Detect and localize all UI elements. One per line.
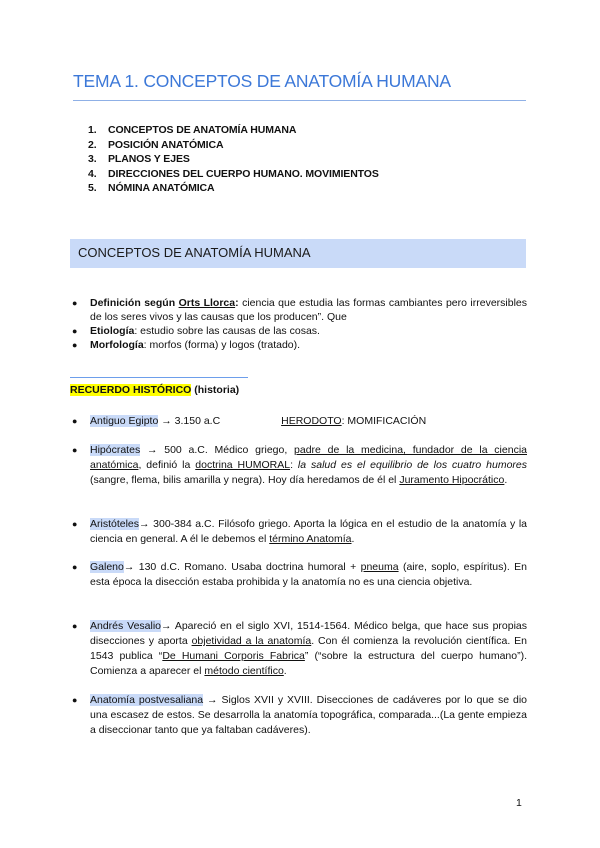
history-text: → Siglos XVII y XVIII. Disecciones de cadáveres por lo que se dio una escasez de estos. Se desarrolla la anatomía topográfica, comparada...(La gente empieza a diseccionar tanto que ya faltaban cadáveres). bbox=[90, 694, 527, 736]
toc-number: 5. bbox=[88, 182, 97, 194]
definition-label: Definición según bbox=[90, 297, 176, 309]
history-list bbox=[72, 517, 527, 547]
history-list bbox=[72, 619, 528, 679]
history-underline: De Humani Corporis Fabrica bbox=[162, 650, 305, 662]
toc-number: 2. bbox=[88, 138, 97, 151]
history-name: Anatomía postvesaliana bbox=[90, 694, 204, 706]
toc-text: CONCEPTOS DE ANATOMÍA HUMANA bbox=[108, 124, 297, 136]
history-underline: método científico bbox=[204, 665, 284, 677]
history-underline: término Anatomía bbox=[269, 533, 352, 545]
history-heading-highlight: RECUERDO HISTÓRICO bbox=[70, 384, 192, 396]
history-list bbox=[72, 443, 527, 488]
title-divider bbox=[73, 100, 526, 101]
history-text: , definió la bbox=[138, 459, 196, 471]
history-text: : MOMIFICACIÓN bbox=[341, 415, 427, 427]
toc-number: 4. bbox=[88, 167, 97, 180]
history-text: → 3.150 a.C bbox=[158, 415, 221, 427]
toc-item bbox=[88, 123, 508, 138]
bullet-icon: ● bbox=[72, 326, 78, 336]
bullet-icon: ● bbox=[72, 621, 78, 631]
history-text: → Apareció en el siglo XVI, 1514-1564. Médico belga, que hace sus propias disecciones y aporta bbox=[90, 620, 528, 647]
history-underline: Juramento Hipocrático bbox=[399, 474, 505, 486]
etiology-label: Etiología bbox=[90, 325, 135, 337]
history-underline: HERODOTO bbox=[281, 415, 342, 427]
page-title: TEMA 1. CONCEPTOS DE ANATOMÍA HUMANA bbox=[73, 71, 451, 91]
history-text: (sangre, flema, bilis amarilla y negra). Hoy día heredamos de él el bbox=[90, 474, 400, 486]
bullet-icon: ● bbox=[72, 519, 78, 529]
table-of-contents bbox=[88, 123, 508, 196]
history-text: . bbox=[504, 474, 508, 486]
list-item bbox=[72, 619, 528, 679]
history-underline: pneuma bbox=[360, 561, 399, 573]
history-text: → 300-384 a.C. Filósofo griego. Aporta la lógica en el estudio de la anatomía y la ciencia en general. A él le debemos el bbox=[90, 518, 527, 545]
history-divider bbox=[70, 377, 248, 378]
toc-text: NÓMINA ANATÓMICA bbox=[108, 182, 215, 194]
history-text: → 500 a.C. Médico griego, bbox=[140, 444, 295, 456]
morphology-text: : morfos (forma) y logos (tratado). bbox=[143, 339, 301, 351]
bullet-icon: ● bbox=[72, 298, 78, 308]
page-number: 1 bbox=[516, 797, 522, 809]
history-name: Aristóteles bbox=[90, 518, 140, 530]
definition-author: Orts Llorca bbox=[178, 297, 236, 309]
history-name: Andrés Vesalio bbox=[90, 620, 162, 632]
history-text: (aire, soplo, espíritus). En esta época la disección estaba prohibida y la anatomía no es una ciencia objetiva. bbox=[90, 561, 527, 588]
bullet-icon: ● bbox=[72, 695, 78, 705]
history-underline: padre de la medicina, fundador de la ciencia anatómica bbox=[90, 444, 527, 471]
toc-item bbox=[88, 152, 508, 167]
history-text: ” (“sobre la estructura del cuerpo humano”). Comienza a aparecer el bbox=[90, 650, 527, 677]
toc-item bbox=[88, 181, 508, 196]
list-item bbox=[72, 693, 527, 738]
list-item bbox=[72, 443, 527, 488]
etiology-text: : estudio sobre las causas de las cosas. bbox=[134, 325, 320, 337]
history-name: Galeno bbox=[90, 561, 124, 573]
history-heading bbox=[70, 384, 239, 396]
history-text: : bbox=[290, 459, 298, 471]
toc-number: 1. bbox=[88, 124, 97, 136]
toc-number: 3. bbox=[88, 153, 97, 165]
history-text: . bbox=[351, 533, 355, 545]
list-item bbox=[72, 517, 527, 547]
bullet-icon: ● bbox=[72, 445, 78, 455]
history-text: → 130 d.C. Romano. Usaba doctrina humoral + bbox=[123, 561, 361, 573]
toc-item bbox=[88, 167, 508, 182]
definition-colon: : bbox=[235, 297, 239, 309]
list-item bbox=[72, 296, 528, 324]
history-underline: objetividad a la anatomía bbox=[191, 635, 312, 647]
section-header bbox=[70, 239, 526, 268]
toc-text: DIRECCIONES DEL CUERPO HUMANO. MOVIMIENTOS bbox=[108, 167, 379, 180]
bullet-icon: ● bbox=[72, 562, 78, 572]
history-heading-suffix: (historia) bbox=[191, 384, 240, 396]
history-list bbox=[72, 560, 527, 590]
history-list bbox=[72, 414, 527, 429]
morphology-label: Morfología bbox=[90, 339, 144, 351]
section-title: CONCEPTOS DE ANATOMÍA HUMANA bbox=[78, 245, 311, 260]
definition-list bbox=[72, 296, 528, 352]
list-item bbox=[72, 338, 527, 352]
history-list bbox=[72, 693, 527, 738]
history-name: Hipócrates bbox=[90, 444, 141, 456]
definition-text: ciencia que estudia las formas cambiantes pero irreversibles de los seres vivos y las causas que los producen”. Que bbox=[90, 297, 528, 323]
list-item bbox=[72, 560, 527, 590]
history-text: . Con él comienza la revolución científica. En 1543 publica “ bbox=[90, 635, 527, 662]
toc-item bbox=[88, 138, 508, 153]
history-text: . bbox=[283, 665, 287, 677]
toc-text: PLANOS Y EJES bbox=[108, 153, 190, 165]
history-italic: la salud es el equilibrio de los cuatro humores bbox=[297, 459, 527, 471]
bullet-icon: ● bbox=[72, 416, 78, 426]
history-underline: doctrina HUMORAL bbox=[195, 459, 291, 471]
history-name: Antiguo Egipto bbox=[90, 415, 159, 427]
list-item bbox=[72, 414, 527, 429]
toc-text: POSICIÓN ANATÓMICA bbox=[108, 138, 224, 151]
bullet-icon: ● bbox=[72, 340, 78, 350]
list-item bbox=[72, 324, 527, 338]
